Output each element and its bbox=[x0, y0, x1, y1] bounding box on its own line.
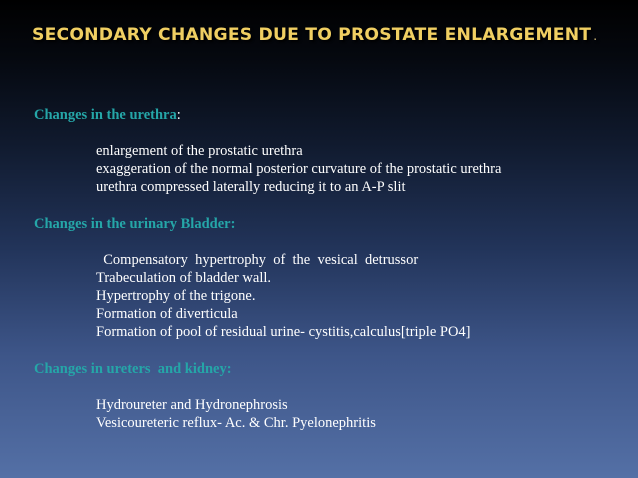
list-item: urethra compressed laterally reducing it to an A-P slit bbox=[96, 179, 406, 195]
section-heading-text: Changes in ureters and kidney: bbox=[34, 361, 232, 377]
section-heading-suffix: : bbox=[176, 107, 181, 123]
spacer bbox=[34, 378, 630, 396]
slide-title-trailing-dot: . bbox=[593, 29, 598, 43]
slide-content bbox=[34, 106, 630, 432]
spacer bbox=[34, 124, 630, 142]
section-bladder bbox=[34, 215, 630, 341]
section-heading-text: Changes in the urinary Bladder: bbox=[34, 216, 236, 232]
list-item: Hypertrophy of the trigone. bbox=[96, 288, 256, 304]
section-items bbox=[34, 396, 630, 432]
section-heading bbox=[34, 106, 630, 124]
spacer bbox=[34, 233, 630, 251]
list-item: Compensatory hypertrophy of the vesical detrussor bbox=[96, 252, 419, 268]
list-item: Hydroureter and Hydronephrosis bbox=[96, 397, 288, 413]
slide-title-text: SECONDARY CHANGES DUE TO PROSTATE ENLARGEMENT bbox=[32, 25, 592, 45]
list-item: Formation of diverticula bbox=[96, 306, 238, 322]
list-item: Trabeculation of bladder wall. bbox=[96, 270, 272, 286]
list-item: Formation of pool of residual urine- cystitis,calculus[triple PO4] bbox=[96, 324, 471, 340]
section-ureters-kidney bbox=[34, 360, 630, 432]
section-heading bbox=[34, 215, 630, 233]
list-item: Vesicoureteric reflux- Ac. & Chr. Pyelonephritis bbox=[96, 415, 376, 431]
section-items bbox=[34, 251, 630, 341]
spacer bbox=[34, 196, 630, 215]
section-heading-text: Changes in the urethra bbox=[34, 107, 177, 123]
section-items bbox=[34, 142, 630, 196]
section-heading bbox=[34, 360, 630, 378]
list-item: enlargement of the prostatic urethra bbox=[96, 143, 303, 159]
spacer bbox=[34, 341, 630, 360]
list-item: exaggeration of the normal posterior curvature of the prostatic urethra bbox=[96, 161, 502, 177]
slide-title bbox=[32, 24, 597, 47]
section-urethra bbox=[34, 106, 630, 196]
